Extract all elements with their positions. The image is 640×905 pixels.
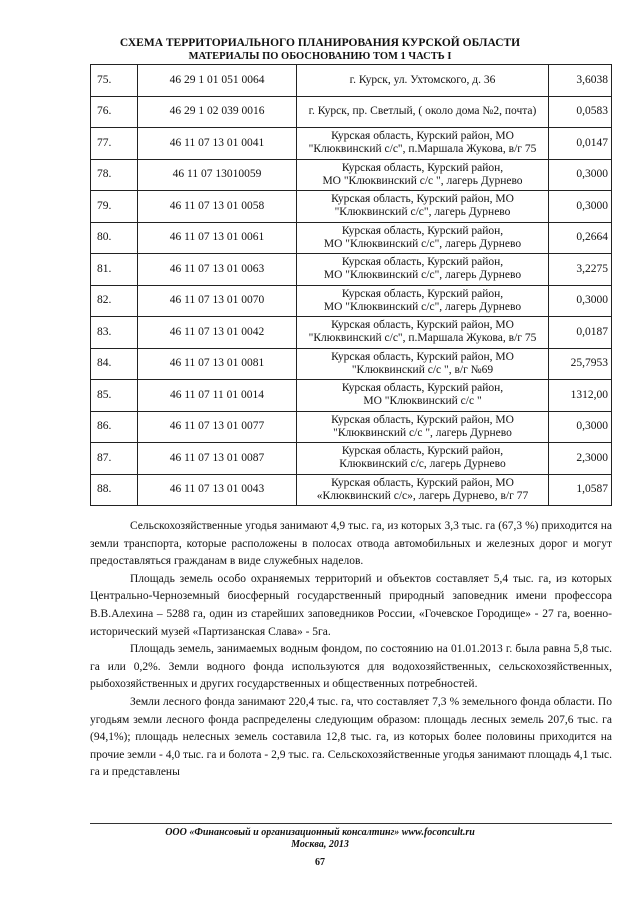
row-number: 77. — [91, 128, 138, 160]
area-value: 25,7953 — [549, 348, 612, 380]
cadastral-code: 46 11 07 13 01 0043 — [138, 474, 297, 506]
address — [297, 65, 549, 97]
address — [297, 317, 549, 349]
address — [297, 474, 549, 506]
row-number: 82. — [91, 285, 138, 317]
cadastral-code: 46 11 07 13 01 0081 — [138, 348, 297, 380]
area-value: 0,3000 — [549, 159, 612, 191]
table-row — [91, 96, 612, 128]
cadastral-code: 46 11 07 13 01 0070 — [138, 285, 297, 317]
table-row — [91, 159, 612, 191]
footer-divider — [90, 823, 612, 824]
page-footer — [0, 827, 640, 851]
area-value: 0,3000 — [549, 285, 612, 317]
address-line-2: "Клюквинский с/с ", лагерь Дурнево — [333, 426, 512, 439]
address-line-1: Курская область, Курский район, МО — [331, 193, 514, 206]
parcels-table — [90, 64, 612, 506]
address-line-1: Курская область, Курский район, — [341, 224, 504, 237]
cadastral-code: 46 29 1 01 051 0064 — [138, 65, 297, 97]
address-line-1: Курская область, Курский район, — [341, 256, 504, 269]
address-line-2: «Клюквинский с/с», лагерь Дурнево, в/г 77 — [316, 489, 529, 502]
page-number: 67 — [315, 857, 325, 868]
paragraph-protected-areas: Площадь земель особо охраняемых территорий и объектов составляет 5,4 тыс. га, из которых Центрально-Черноземный биосферный государственный природный заповедник имени профессора В.В.Алехина – 5288 га, один из старейших заповедников России, «Гочевское Городище» - 27 га, военно-исторический музей «Партизанская Слава» - 5га. — [90, 572, 612, 638]
address-line-2: "Клюквинский с/с", лагерь Дурнево — [334, 206, 511, 219]
address-line-1: Курская область, Курский район, МО — [331, 130, 514, 143]
row-number: 76. — [91, 96, 138, 128]
area-value: 2,3000 — [549, 443, 612, 475]
area-value: 0,0187 — [549, 317, 612, 349]
cadastral-code: 46 11 07 13 01 0077 — [138, 411, 297, 443]
address-line-1: Курская область, Курский район, МО — [331, 476, 514, 489]
row-number: 81. — [91, 254, 138, 286]
address-line-1: г. Курск, ул. Ухтомского, д. 36 — [349, 73, 496, 86]
cadastral-code: 46 29 1 02 039 0016 — [138, 96, 297, 128]
address — [297, 285, 549, 317]
address-line-1: Курская область, Курский район, МО — [331, 350, 514, 363]
address-line-1: Курская область, Курский район, МО — [331, 319, 514, 332]
row-number: 83. — [91, 317, 138, 349]
row-number: 78. — [91, 159, 138, 191]
area-value: 1312,00 — [549, 380, 612, 412]
area-value: 0,3000 — [549, 191, 612, 223]
area-value: 0,3000 — [549, 411, 612, 443]
table-row — [91, 128, 612, 160]
cadastral-code: 46 11 07 11 01 0014 — [138, 380, 297, 412]
footer-city-year: Москва, 2013 — [291, 839, 349, 850]
address-line-2: Клюквинский с/с, лагерь Дурнево — [339, 458, 506, 471]
table-row — [91, 285, 612, 317]
cadastral-code: 46 11 07 13 01 0061 — [138, 222, 297, 254]
header-title: СХЕМА ТЕРРИТОРИАЛЬНОГО ПЛАНИРОВАНИЯ КУРСКОЙ ОБЛАСТИ — [119, 37, 521, 49]
header-subtitle: МАТЕРИАЛЫ ПО ОБОСНОВАНИЮ ТОМ 1 ЧАСТЬ I — [188, 51, 452, 62]
address — [297, 96, 549, 128]
row-number: 85. — [91, 380, 138, 412]
cadastral-code: 46 11 07 13 01 0042 — [138, 317, 297, 349]
address — [297, 191, 549, 223]
address-line-2: "Клюквинский с/с", п.Маршала Жукова, в/г 75 — [308, 332, 537, 345]
table-row — [91, 348, 612, 380]
table-row — [91, 222, 612, 254]
area-value: 0,0147 — [549, 128, 612, 160]
cadastral-code: 46 11 07 13010059 — [138, 159, 297, 191]
address — [297, 254, 549, 286]
row-number: 84. — [91, 348, 138, 380]
address-line-2: МО "Клюквинский с/с ", лагерь Дурнево — [322, 174, 523, 187]
address-line-2: "Клюквинский с/с ", в/г №69 — [351, 363, 494, 376]
address — [297, 348, 549, 380]
address-line-2: МО "Клюквинский с/с", лагерь Дурнево — [323, 269, 522, 282]
address-line-1: г. Курск, пр. Светлый, ( около дома №2, почта) — [308, 105, 537, 118]
row-number: 88. — [91, 474, 138, 506]
body-text — [90, 518, 612, 782]
address-line-2: МО "Клюквинский с/с", лагерь Дурнево — [323, 237, 522, 250]
address — [297, 443, 549, 475]
address — [297, 411, 549, 443]
page-header — [0, 37, 640, 63]
address-line-1: Курская область, Курский район, — [341, 382, 504, 395]
address-line-1: Курская область, Курский район, — [341, 445, 504, 458]
footer-company: ООО «Финансовый и организационный консалтинг» www.foconcult.ru — [165, 827, 475, 838]
area-value: 3,2275 — [549, 254, 612, 286]
cadastral-code: 46 11 07 13 01 0087 — [138, 443, 297, 475]
address — [297, 222, 549, 254]
table-row — [91, 317, 612, 349]
row-number: 87. — [91, 443, 138, 475]
address-line-2: МО "Клюквинский с/с", лагерь Дурнево — [323, 300, 522, 313]
table-row — [91, 474, 612, 506]
address-line-2: "Клюквинский с/с", п.Маршала Жукова, в/г 75 — [308, 143, 537, 156]
area-value: 1,0587 — [549, 474, 612, 506]
address — [297, 128, 549, 160]
cadastral-code: 46 11 07 13 01 0041 — [138, 128, 297, 160]
address-line-2: МО "Клюквинский с/с " — [363, 395, 482, 408]
paragraph-forest-fund: Земли лесного фонда занимают 220,4 тыс. га, что составляет 7,3 % земельного фонда области. По угодьям земли лесного фонда распределены следующим образом: площадь лесных земель 207,6 тыс. га (94,1%); площадь нелесных земель составила 12,8 тыс. га, из которых более половины приходится на прочие земли - 4,0 тыс. га и болота - 2,9 тыс. га. Сельскохозяйственные угодья занимают площадь 4,1 тыс. га и представлены — [90, 695, 612, 779]
area-value: 3,6038 — [549, 65, 612, 97]
area-value: 0,0583 — [549, 96, 612, 128]
area-value: 0,2664 — [549, 222, 612, 254]
address — [297, 159, 549, 191]
cadastral-code: 46 11 07 13 01 0058 — [138, 191, 297, 223]
address — [297, 380, 549, 412]
address-line-1: Курская область, Курский район, — [341, 287, 504, 300]
table-row — [91, 380, 612, 412]
table-row — [91, 254, 612, 286]
table-row — [91, 191, 612, 223]
table-row — [91, 443, 612, 475]
row-number: 79. — [91, 191, 138, 223]
cadastral-code: 46 11 07 13 01 0063 — [138, 254, 297, 286]
address-line-1: Курская область, Курский район, — [341, 161, 504, 174]
row-number: 75. — [91, 65, 138, 97]
table-row — [91, 65, 612, 97]
row-number: 86. — [91, 411, 138, 443]
table-row — [91, 411, 612, 443]
paragraph-water-fund: Площадь земель, занимаемых водным фондом, по состоянию на 01.01.2013 г. была равна 5,8 тыс. га или 0,2%. Земли водного фонда используются для водохозяйственных, сельскохозяйственных, рыбохозяйственных и других государственных и общественных потребностей. — [90, 643, 612, 691]
row-number: 80. — [91, 222, 138, 254]
address-line-1: Курская область, Курский район, МО — [331, 413, 514, 426]
paragraph-agricultural: Сельскохозяйственные угодья занимают 4,9 тыс. га, из которых 3,3 тыс. га (67,3 %) приходится на земли транспорта, которые расположены в полосах отвода автомобильных и железных дорог и могут предоставляться гражданам в виде служебных наделов. — [90, 520, 612, 568]
